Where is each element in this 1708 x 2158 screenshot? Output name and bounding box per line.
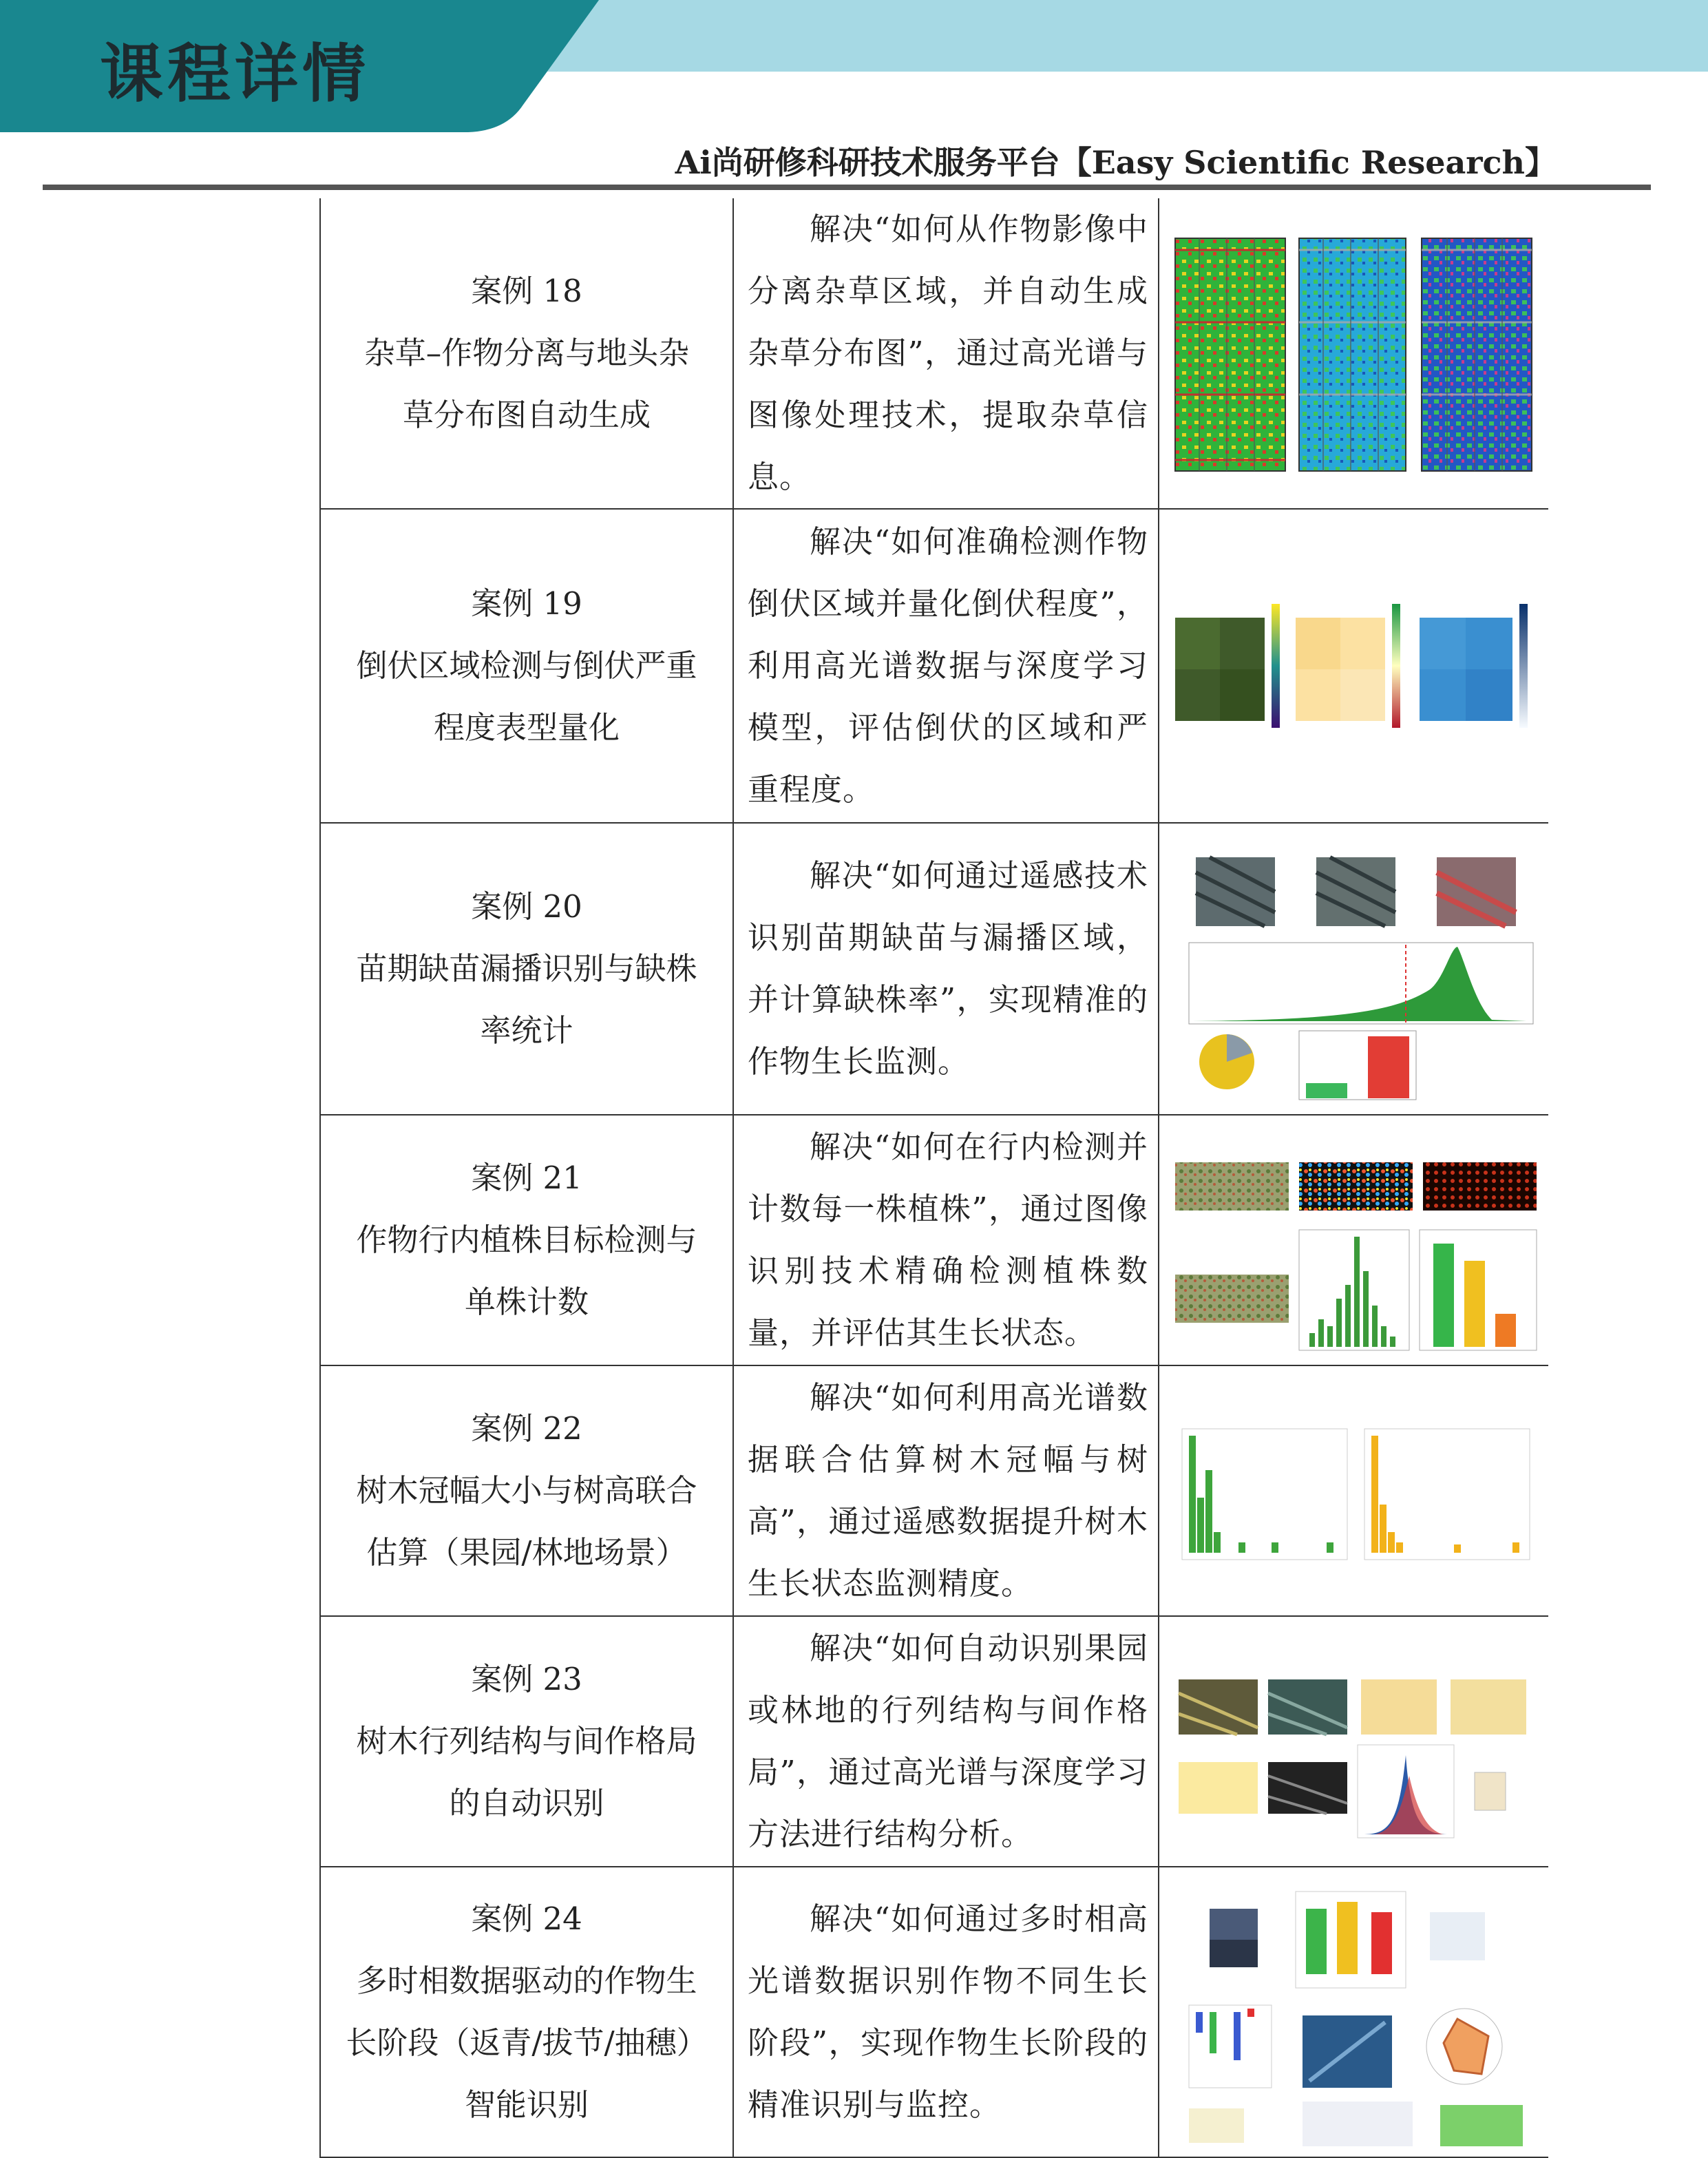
- table-row: [320, 1867, 1548, 2157]
- case-description: 解决“如何利用高光谱数据联合估算树木冠幅与树高”，通过遥感数据提升树木生长状态监测精度。: [733, 1365, 1159, 1616]
- case-name-line: 程度表型量化: [433, 709, 620, 746]
- case-name-line: 长阶段（返青/拔节/抽穗）: [346, 2024, 708, 2061]
- case-figure: [1159, 1867, 1548, 2157]
- seedling-gap-figure: [1168, 831, 1540, 1107]
- tree-row-figure: [1168, 1638, 1540, 1845]
- case-figure: [1159, 1115, 1548, 1365]
- case-name-cell: [320, 198, 733, 509]
- case-name-line: 智能识别: [464, 2086, 589, 2123]
- case-name-cell: [320, 1115, 733, 1365]
- case-name-line: 杂草–作物分离与地头杂: [363, 335, 690, 371]
- table-row: [320, 509, 1548, 823]
- case-label: 案例 18: [471, 273, 582, 309]
- case-description: 解决“如何在行内检测并计数每一株植株”，通过图像识别技术精确检测植株数量，并评估其生长状态。: [733, 1115, 1159, 1365]
- case-name-line: 估算（果园/林地场景）: [366, 1534, 687, 1571]
- case-name-cell: [320, 823, 733, 1115]
- case-name-line: 树木冠幅大小与树高联合: [356, 1472, 697, 1509]
- case-label: 案例 22: [471, 1410, 582, 1447]
- case-name-line: 率统计: [480, 1012, 573, 1049]
- case-description: 解决“如何自动识别果园或林地的行列结构与间作格局”，通过高光谱与深度学习方法进行结构分析。: [733, 1616, 1159, 1867]
- case-description: 解决“如何准确检测作物倒伏区域并量化倒伏程度”，利用高光谱数据与深度学习模型，评估倒伏的区域和严重程度。: [733, 509, 1159, 823]
- growth-stage-figure: [1168, 1874, 1540, 2150]
- case-table: [319, 198, 1548, 2158]
- platform-subtitle: Ai尚研修科研技术服务平台【Easy Scientific Research】: [675, 144, 1557, 181]
- case-name-line: 草分布图自动生成: [402, 397, 651, 433]
- case-name-line: 作物行内植株目标检测与: [356, 1222, 697, 1258]
- case-name-cell: [320, 1616, 733, 1867]
- case-figure: [1159, 1616, 1548, 1867]
- weed-map-figure: [1168, 233, 1540, 474]
- plant-count-figure: [1168, 1120, 1540, 1361]
- case-figure: [1159, 509, 1548, 823]
- case-description: 解决“如何通过多时相高光谱数据识别作物不同生长阶段”，实现作物生长阶段的精准识别与监控。: [733, 1867, 1159, 2157]
- crown-height-figure: [1168, 1415, 1540, 1567]
- case-name-line: 多时相数据驱动的作物生: [356, 1962, 697, 1999]
- case-name-cell: [320, 1365, 733, 1616]
- case-name-line: 的自动识别: [449, 1785, 604, 1821]
- case-name-cell: [320, 1867, 733, 2157]
- case-description: 解决“如何从作物影像中分离杂草区域，并自动生成杂草分布图”，通过高光谱与图像处理技术，提取杂草信息。: [733, 198, 1159, 509]
- case-name-line: 苗期缺苗漏播识别与缺株: [356, 950, 697, 987]
- case-figure: [1159, 198, 1548, 509]
- header-divider: [43, 185, 1651, 190]
- case-name-line: 树木行列结构与间作格局: [356, 1723, 697, 1759]
- case-figure: [1159, 823, 1548, 1115]
- page-title: 课程详情: [100, 37, 370, 111]
- table-row: [320, 1365, 1548, 1616]
- table-row: [320, 1616, 1548, 1867]
- table-row: [320, 1115, 1548, 1365]
- case-figure: [1159, 1365, 1548, 1616]
- case-label: 案例 19: [471, 585, 582, 622]
- lodging-figure: [1168, 597, 1540, 735]
- case-name-cell: [320, 509, 733, 823]
- case-name-line: 单株计数: [464, 1284, 589, 1320]
- case-name-line: 倒伏区域检测与倒伏严重: [356, 647, 697, 684]
- table-row: [320, 823, 1548, 1115]
- case-label: 案例 23: [471, 1661, 582, 1697]
- case-description: 解决“如何通过遥感技术识别苗期缺苗与漏播区域，并计算缺株率”，实现精准的作物生长监测。: [733, 823, 1159, 1115]
- case-label: 案例 20: [471, 888, 582, 925]
- case-label: 案例 24: [471, 1900, 582, 1937]
- table-row: [320, 198, 1548, 509]
- case-label: 案例 21: [471, 1160, 582, 1196]
